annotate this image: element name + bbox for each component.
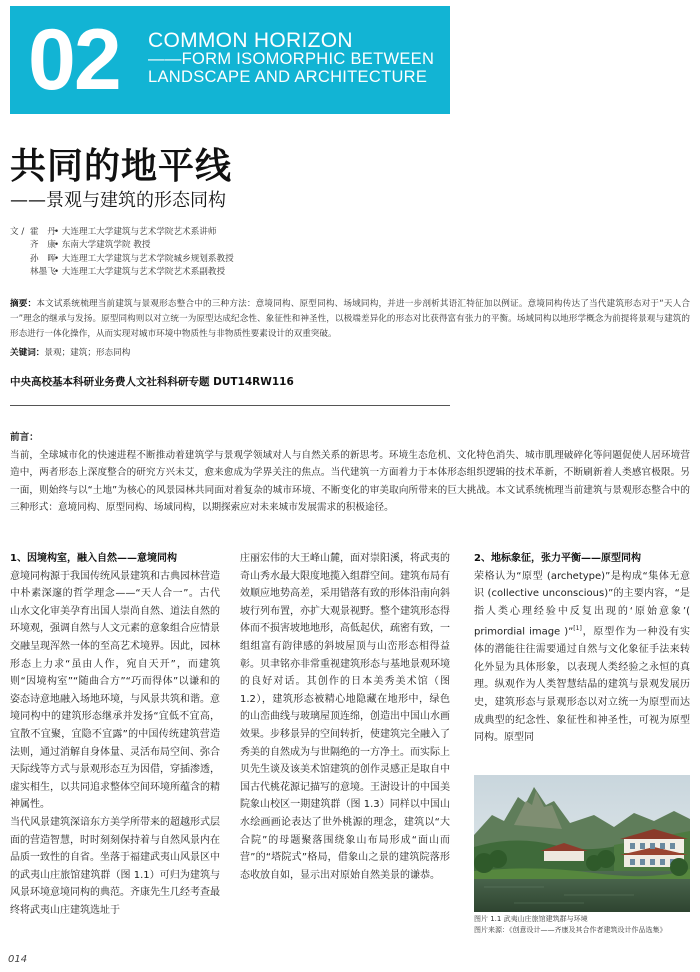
- author-label: [10, 266, 30, 279]
- author-name: 齐 康: [30, 240, 56, 251]
- divider: [10, 405, 450, 406]
- keywords-text: 景观；建筑；形态同构: [44, 348, 131, 358]
- figure-caption: [474, 914, 667, 935]
- author-name: 林墨飞: [30, 267, 56, 278]
- author-row: [10, 253, 234, 266]
- section-heading: 1、因境构室，融入自然——意境同构: [10, 553, 177, 564]
- author-affiliation: • 大连理工大学建筑与艺术学院艺术系讲师: [54, 227, 217, 237]
- chapter-header-band: [10, 6, 450, 114]
- body-paragraph: 意境同构源于我国传统风景建筑和古典园林营造中朴素深邃的哲学理念——“天人合一”。古代山水文化审美孕育出国人崇尚自然、道法自然的环境观，强调自然与人文元素的意象组合应情景交融呈现浑然一体的至高艺术境界。因此，园林形态上力求“虽由人作，宛自天开”，而建筑则“因境构室”“随曲合方”“巧而得体”以谦和的姿态诗意地融入场地环境，与风景共筑和谐。意境同构中的建筑形态继承并发扬“宜低不宜高，宜散不宜聚，宜隐不宜露”的中国传统建筑营造法则，通过消解自身体量、灵活布局空间、弥合天际线等方式与景观形态互为因借，穿插渗透，虚实相生，以共同追求整体空间环境所蕴含的精神属性。: [10, 570, 220, 811]
- caption-title: 图片 1.1 武夷山庄旅馆建筑群与环境: [474, 915, 588, 923]
- author-row: [10, 226, 234, 239]
- abstract-text: 本文试系统梳理当前建筑与景观形态整合中的三种方法：意境同构、原型同构、场域同构，并进一步剖析其语汇特征加以例证。意境同构传达了当代建筑形态对于“天人合一”理念的继承与发扬。原型同构则以对立统一为原型达成纪念性、象征性和神圣性，以极端差异化的形态对比获得富有张力的平衡。场域同构以地形学概念为前提将景观与建筑的形态进行一体化操作，从而实现对城市环境中物质性与非物质性要素设计的双重突破。: [10, 299, 690, 339]
- author-affiliation: • 大连理工大学建筑与艺术学院城乡规划系教授: [54, 253, 234, 264]
- english-title: [148, 29, 435, 86]
- author-name: 孙 晖: [30, 253, 56, 264]
- english-title-line1: COMMON HORIZON: [148, 29, 353, 52]
- english-title-line3: LANDSCAPE AND ARCHITECTURE: [148, 68, 428, 86]
- chapter-number: 02: [28, 12, 120, 108]
- body-paragraph: 庄丽宏伟的大王峰山麓，面对崇阳溪，将武夷的奇山秀水最大限度地揽入组群空间。建筑布局有效顺应地势高差，采用错落有致的形体沿南向斜坡行列布置，亦扩大观景视野。整个建筑形态得体而不损害坡地地形，高低起伏，疏密有致，一组组富有韵律感的斜坡屋顶与山峦形态相得益彰。贝聿铭亦非常重视建筑形态与基地景观环境的良好对话。其创作的日本美秀美术馆（图 1.2），建筑形态被精心地隐藏在地形中，绿色的山峦曲线与玻璃屋顶连绵，创造出中国山水画效果。步移景异的空间转折，使建筑完全融入了秀美的自然成为与世隔绝的一方净土。而实际上贝先生谈及该美术馆建筑的创作灵感正是取自中国古代桃花源记描写的意境。王澍设计的中国美院象山校区一期建筑群（图 1.3）同样以中国山水绘画画论表达了世外桃源的理念，建筑以“大合院”的母题聚落围绕象山布局形成“面山而营”的“塔院式”格局，借象山之景的建筑院落形态收放自如，显示出对原始自然美景的谦恭。: [240, 553, 450, 881]
- body-column-1: [10, 550, 220, 919]
- page-title: 共同的地平线: [10, 146, 233, 187]
- body-column-3: [474, 550, 690, 747]
- page-subtitle: ——景观与建筑的形态同构: [10, 190, 226, 211]
- keywords: [10, 346, 130, 358]
- caption-source: 图片来源：《创意设计——齐康及其合作者建筑设计作品选集》: [474, 925, 667, 934]
- author-row: [10, 266, 234, 279]
- keywords-label: 关键词：: [10, 348, 45, 358]
- author-label: [10, 239, 30, 252]
- author-name: 霍 丹: [30, 227, 56, 237]
- landscape-photo-illustration: [474, 775, 690, 912]
- preface-text: 当前，全球城市化的快速进程不断推动着建筑学与景观学领域对人与自然关系的新思考。环境生态危机、文化特色消失、城市肌理破碎化等问题促使人居环境营造中，两者形态上深度整合的研究方兴未艾，愈来愈成为学界关注的焦点。当代建筑一方面着力于本体形态组织逻辑的技术革新，不断刷新着人类感官极限。另一面，则始终与以“土地”为核心的风景园林共同面对着复杂的城市环境、不断变化的审美取向所带来的巨大挑战。本文试系统梳理当前建筑与景观形态整合中的三种形式：意境同构、原型同构、场域同构，以期探索应对未来城市发展需求的积极途径。: [10, 449, 690, 514]
- body-paragraph: ，原型作为一种没有实体的潜能往往需要通过自然与文化象征手法来转化外显为具体形象，以表现人类经验之永恒的真理。纵观作为人类智慧结晶的建筑与景观发展历史，建筑形态与景观形态以对立统一为原型而达成典型的纪念性、象征性和神圣性，可视为原型同构。原型同: [474, 626, 690, 744]
- abstract-label: 摘要：: [10, 299, 37, 309]
- author-label: [10, 253, 30, 266]
- author-affiliation: • 大连理工大学建筑与艺术学院艺术系副教授: [54, 267, 226, 278]
- english-title-line2: ——FORM ISOMORPHIC BETWEEN: [148, 50, 435, 68]
- author-affiliation: • 东南大学建筑学院 教授: [54, 240, 151, 251]
- body-paragraph: 荣格认为“原型 (archetype)”是构成“集体无意识 (collective unconscious)”的主要内容，“是指人类心理经验中反复出现的‘原始意象’( primordial image )”: [474, 570, 690, 638]
- body-paragraph: 当代风景建筑深谙东方美学所带来的超越形式层面的营造智慧，时时刻刻保持着与自然风景内在品质一致性的自省。坐落于福建武夷山风景区中的武夷山庄旅馆建筑群（图 1.1）可归为建筑与风景环境意境同构的典范。齐康先生几经考查最终将武夷山庄建筑选址于: [10, 816, 220, 916]
- author-label: 文 /: [10, 227, 25, 237]
- abstract: [10, 297, 690, 342]
- author-list: [10, 226, 234, 280]
- body-column-2: [240, 550, 450, 884]
- fund-statement: 中央高校基本科研业务费人文社科科研专题 DUT14RW116: [10, 376, 294, 388]
- reference-mark: [1]: [573, 625, 582, 633]
- figure-photo: [474, 775, 690, 912]
- page-number: 014: [8, 954, 28, 965]
- section-heading: 2、地标象征，张力平衡——原型同构: [474, 553, 641, 564]
- preface-heading: 前言：: [10, 432, 39, 443]
- preface: [10, 429, 690, 517]
- author-row: [10, 239, 234, 252]
